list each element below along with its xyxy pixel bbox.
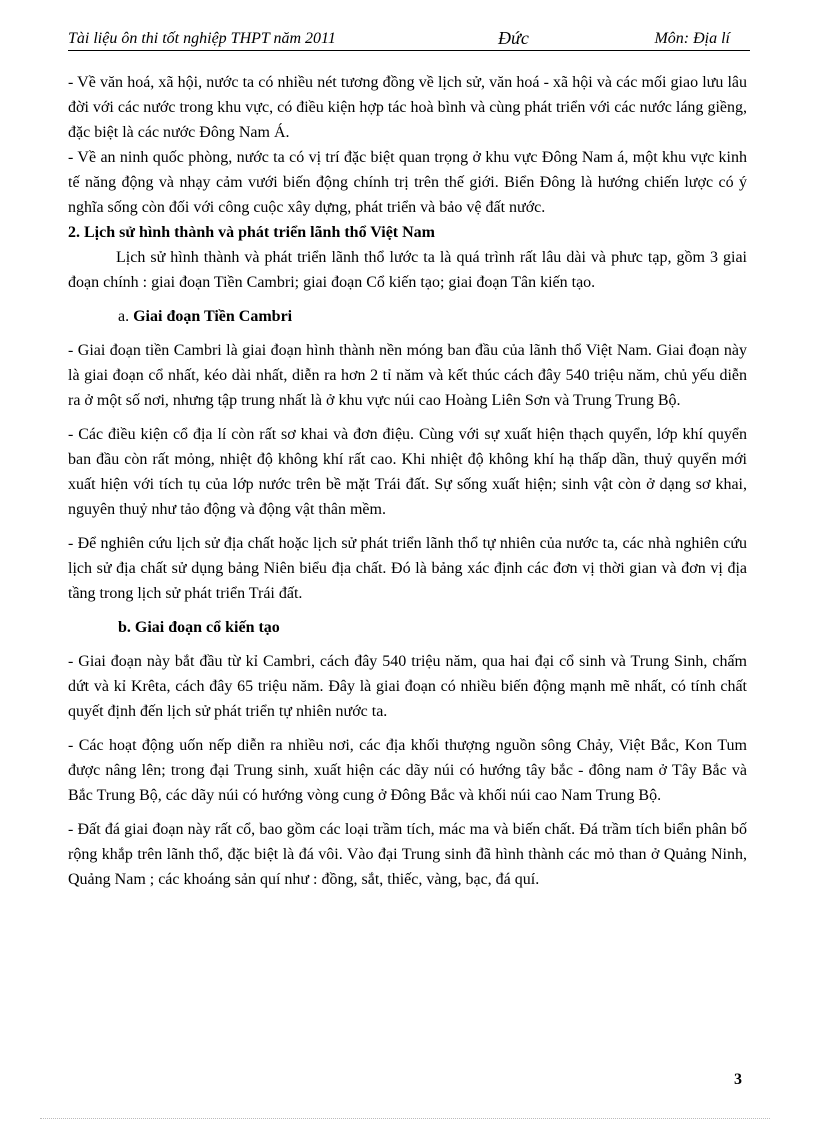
paragraph-history-intro: Lịch sử hình thành và phát triển lãnh thổ lước ta là quá trình rất lâu dài và phưc tạp, gồm 3 giai đoạn chính : giai đoạn Tiền Cambri; giai đoạn Cổ kiến tạo; giai đoạn Tân kiến tạo. <box>68 249 747 291</box>
paragraph-precambrian-2: - Các điều kiện cổ địa lí còn rất sơ khai và đơn điệu. Cùng với sự xuất hiện thạch quyển, lớp khí quyển ban đầu còn rất mỏng, nhiệt độ không khí rất cao. Khi nhiệt độ không khí hạ thấp dần, thuỷ quyển mới xuất hiện với tích tụ của lớp nước trên bề mặt Trái đất. Sự sống xuất hiện; sinh vật còn ở dạng sơ khai, nguyên thuỷ như tảo động và động vật thân mềm. <box>68 426 747 518</box>
page-header <box>68 28 750 51</box>
section-heading-history: 2. Lịch sử hình thành và phát triển lãnh thổ Việt Nam <box>68 224 436 241</box>
subheading-title: Giai đoạn Tiền Cambri <box>133 308 293 325</box>
paragraph-culture: - Về văn hoá, xã hội, nước ta có nhiều nét tương đồng về lịch sử, văn hoá - xã hội và các mối giao lưu lâu đời với các nước trong khu vực, có điều kiện hợp tác hoà bình và cùng phát triển với các nước láng giềng, đặc biệt là các nước Đông Nam Á. <box>68 74 747 141</box>
subheading-letter: a. <box>118 308 130 325</box>
paragraph-precambrian-3: - Để nghiên cứu lịch sử địa chất hoặc lịch sử phát triển lãnh thổ tự nhiên của nước ta, các nhà nghiên cứu lịch sử địa chất sử dụng bảng Niên biểu địa chất. Đó là bảng xác định các đơn vị thời gian và đơn vị địa tầng trong lịch sử phát triển Trái đất. <box>68 535 747 602</box>
paragraph-security: - Về an ninh quốc phòng, nước ta có vị trí đặc biệt quan trọng ở khu vực Đông Nam á, một khu vực kinh tế năng động và nhạy cảm vưới biến động chính trị trên thế giới. Biển Đông là hướng chiến lược có ý nghĩa sống còn đối với công cuộc xây dựng, phát triển và bảo vệ đất nước. <box>68 149 747 216</box>
header-subject: Môn: Địa lí <box>654 30 730 47</box>
paragraph-ancient-1: - Giai đoạn này bắt đầu từ kỉ Cambri, cách đây 540 triệu năm, qua hai đại cổ sinh và Trung Sinh, chấm dứt và kỉ Krêta, cách đây 65 triệu năm. Đây là giai đoạn có nhiều biến động mạnh mẽ nhất, có tính chất quyết định đến lịch sử phát triển tự nhiên nước ta. <box>68 653 747 720</box>
paragraph-precambrian-1: - Giai đoạn tiền Cambri là giai đoạn hình thành nền móng ban đầu của lãnh thổ Việt Nam. Giai đoạn này là giai đoạn cổ nhất, kéo dài nhất, diễn ra hơn 2 tỉ năm và kết thúc cách đây 540 triệu năm, chủ yếu diễn ra ở một số nơi, nhưng tập trung nhất là ở khu vực núi cao Hoàng Liên Sơn và Trung Trung Bộ. <box>68 342 747 409</box>
paragraph-ancient-2: - Các hoạt động uốn nếp diễn ra nhiều nơi, các địa khối thượng nguồn sông Chảy, Việt Bắc, Kon Tum được nâng lên; trong đại Trung sinh, xuất hiện các dãy núi có hướng tây bắc - đông nam ở Tây Bắc và Bắc Trung Bộ, các dãy núi có hướng vòng cung ở Đông Bắc và khối núi cao Nam Trung Bộ. <box>68 737 747 804</box>
header-logo: Đức <box>498 28 529 48</box>
paragraph-ancient-3: - Đất đá giai đoạn này rất cổ, bao gồm các loại trầm tích, mác ma và biến chất. Đá trầm tích biển phân bố rộng khắp trên lãnh thổ, đặc biệt là đá vôi. Vào đại Trung sinh đã hình thành các mỏ than ở Quảng Ninh, Quảng Nam ; các khoáng sản quí như : đồng, sắt, thiếc, vàng, bạc, đá quí. <box>68 821 747 888</box>
document-body <box>68 70 747 892</box>
subheading-precambrian <box>118 304 747 329</box>
footer-divider <box>40 1118 770 1119</box>
subheading-title: b. Giai đoạn cổ kiến tạo <box>118 619 280 636</box>
header-title: Tài liệu ôn thi tốt nghiệp THPT năm 2011 <box>68 30 336 47</box>
page-number: 3 <box>734 1071 742 1088</box>
subheading-ancient-tectonic <box>118 615 747 640</box>
